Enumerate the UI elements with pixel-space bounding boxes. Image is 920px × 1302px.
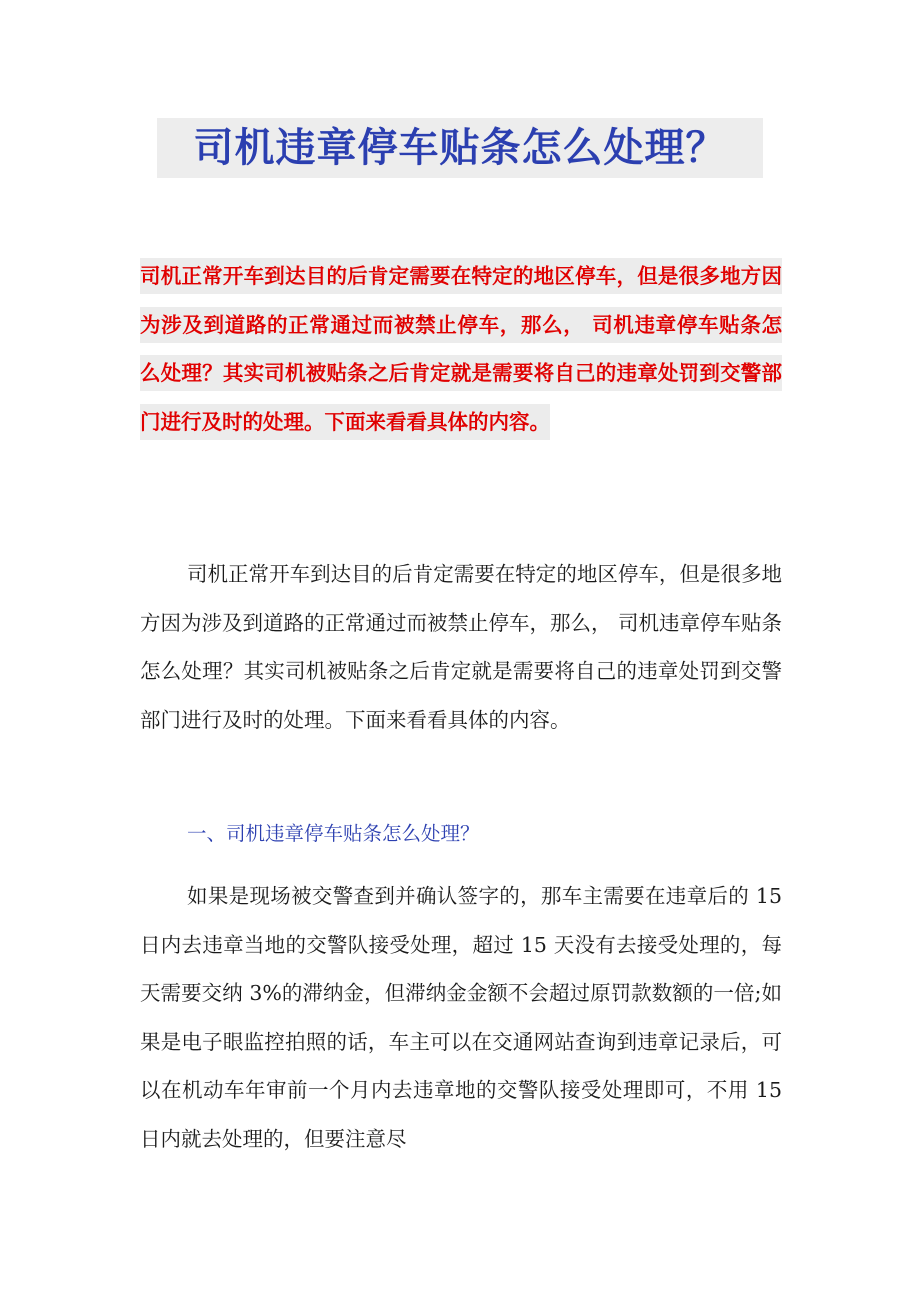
section-heading: 一、司机违章停车贴条怎么处理？ [187,822,480,845]
summary-block [140,252,782,446]
document-title: 司机违章停车贴条怎么处理？ [157,118,763,178]
intro-paragraph: 司机正常开车到达目的后肯定需要在特定的地区停车，但是很多地方因为涉及到道路的正常通过而被禁止停车，那么， 司机违章停车贴条怎么处理？其实司机被贴条之后肯定就是需要将自己的违章处罚到交警部门进行及时的处理。下面来看看具体的内容。 [140,562,783,732]
section-paragraph: 如果是现场被交警查到并确认签字的，那车主需要在违章后的 15 日内去违章当地的交警队接受处理，超过 15 天没有去接受处理的，每天需要交纳 3%的滞纳金，但滞纳金金额不会超过原罚款数额的一倍;如果是电子眼监控拍照的话，车主可以在交通网站查询到违章记录后，可以在机动车年审前一个月内去违章地的交警队接受处理即可，不用 15 日内就去处理的，但要注意尽 [140,884,782,1151]
summary-text: 司机正常开车到达目的后肯定需要在特定的地区停车，但是很多地方因为涉及到道路的正常通过而被禁止停车，那么， 司机违章停车贴条怎么处理？其实司机被贴条之后肯定就是需要将自己的违章处罚到交警部门进行及时的处理。下面来看看具体的内容。 [140,258,782,440]
